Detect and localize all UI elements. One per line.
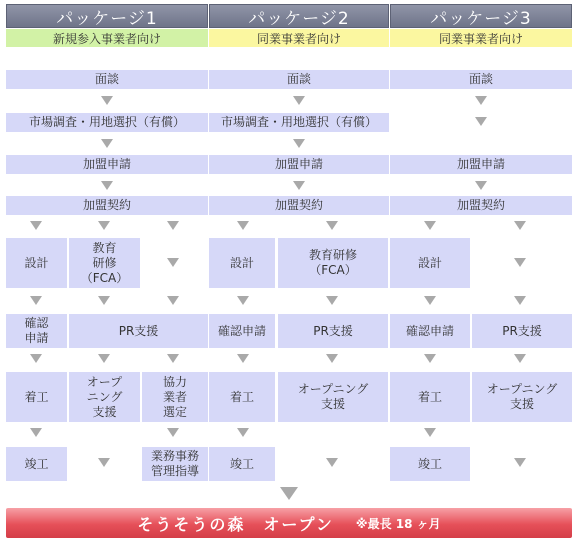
p3-arrow: [475, 117, 487, 126]
p2-pr-support: PR支援: [278, 314, 388, 348]
p2-education: 教育研修 （FCA）: [278, 238, 388, 288]
p3-completion: 竣工: [390, 447, 470, 481]
p2-market-research: 市場調査・用地選択（有償）: [209, 113, 389, 132]
p3-confirm: 確認申請: [390, 314, 470, 348]
arrow: [167, 221, 179, 230]
arrow: [167, 258, 179, 267]
arrow: [326, 296, 338, 305]
arrow: [424, 296, 436, 305]
p2-completion: 竣工: [209, 447, 275, 481]
p1-business-guidance: 業務事務 管理指導: [142, 447, 208, 481]
p3-interview: 面談: [390, 70, 572, 89]
final-arrow: [280, 487, 298, 500]
arrow: [424, 354, 436, 363]
p1-completion: 竣工: [6, 447, 67, 481]
arrow: [237, 428, 249, 437]
p3-contract: 加盟契約: [390, 196, 572, 215]
opening-banner: [6, 508, 572, 538]
arrow: [98, 221, 110, 230]
p3-construction-start: 着工: [390, 372, 470, 422]
package-3-target: 同業事業者向け: [390, 29, 572, 47]
arrow: [237, 354, 249, 363]
package-1-target: 新規参入事業者向け: [6, 29, 208, 47]
p1-confirm: 確認 申請: [6, 314, 67, 348]
p2-opening-support: オープニング 支援: [278, 372, 388, 422]
arrow: [237, 296, 249, 305]
p1-partner-selection: 協力 業者 選定: [142, 372, 208, 422]
arrow: [98, 354, 110, 363]
arrow: [167, 428, 179, 437]
package-2-header: パッケージ2: [209, 4, 389, 28]
arrow: [424, 221, 436, 230]
p3-application: 加盟申請: [390, 155, 572, 174]
p2-design: 設計: [209, 238, 275, 288]
p3-arrow: [475, 181, 487, 190]
p1-opening-support: オープ ニング 支援: [69, 372, 140, 422]
arrow: [237, 221, 249, 230]
arrow: [514, 221, 526, 230]
p3-opening-support: オープニング 支援: [472, 372, 572, 422]
p1-arrow: [101, 139, 113, 148]
arrow: [98, 296, 110, 305]
p2-arrow: [293, 139, 305, 148]
package-3-header: パッケージ3: [390, 4, 572, 28]
arrow: [30, 428, 42, 437]
p2-application: 加盟申請: [209, 155, 389, 174]
p2-contract: 加盟契約: [209, 196, 389, 215]
arrow: [326, 221, 338, 230]
p2-interview: 面談: [209, 70, 389, 89]
p2-arrow: [293, 96, 305, 105]
arrow: [98, 458, 110, 467]
p1-arrow: [101, 181, 113, 190]
p3-arrow: [475, 96, 487, 105]
p2-construction-start: 着工: [209, 372, 275, 422]
p1-contract: 加盟契約: [6, 196, 208, 215]
p1-design: 設計: [6, 238, 67, 288]
p3-pr-support: PR支援: [472, 314, 572, 348]
banner-title: そうそうの森 オープン: [137, 514, 334, 534]
arrow: [514, 296, 526, 305]
p2-confirm: 確認申請: [209, 314, 275, 348]
p1-interview: 面談: [6, 70, 208, 89]
arrow: [30, 221, 42, 230]
package-2-target: 同業事業者向け: [209, 29, 389, 47]
p1-pr-support: PR支援: [69, 314, 208, 348]
arrow: [424, 428, 436, 437]
p2-arrow: [293, 181, 305, 190]
p1-market-research: 市場調査・用地選択（有償）: [6, 113, 208, 132]
banner-note: ※最長 18 ヶ月: [355, 516, 441, 531]
arrow: [167, 354, 179, 363]
arrow: [326, 458, 338, 467]
arrow: [514, 354, 526, 363]
package-1-header: パッケージ1: [6, 4, 208, 28]
arrow: [514, 258, 526, 267]
p1-construction-start: 着工: [6, 372, 67, 422]
arrow: [30, 296, 42, 305]
p1-application: 加盟申請: [6, 155, 208, 174]
arrow: [167, 296, 179, 305]
p1-arrow: [101, 96, 113, 105]
p3-design: 設計: [390, 238, 470, 288]
arrow: [30, 354, 42, 363]
p1-education: 教育 研修 （FCA）: [69, 238, 140, 288]
arrow: [326, 354, 338, 363]
arrow: [514, 458, 526, 467]
